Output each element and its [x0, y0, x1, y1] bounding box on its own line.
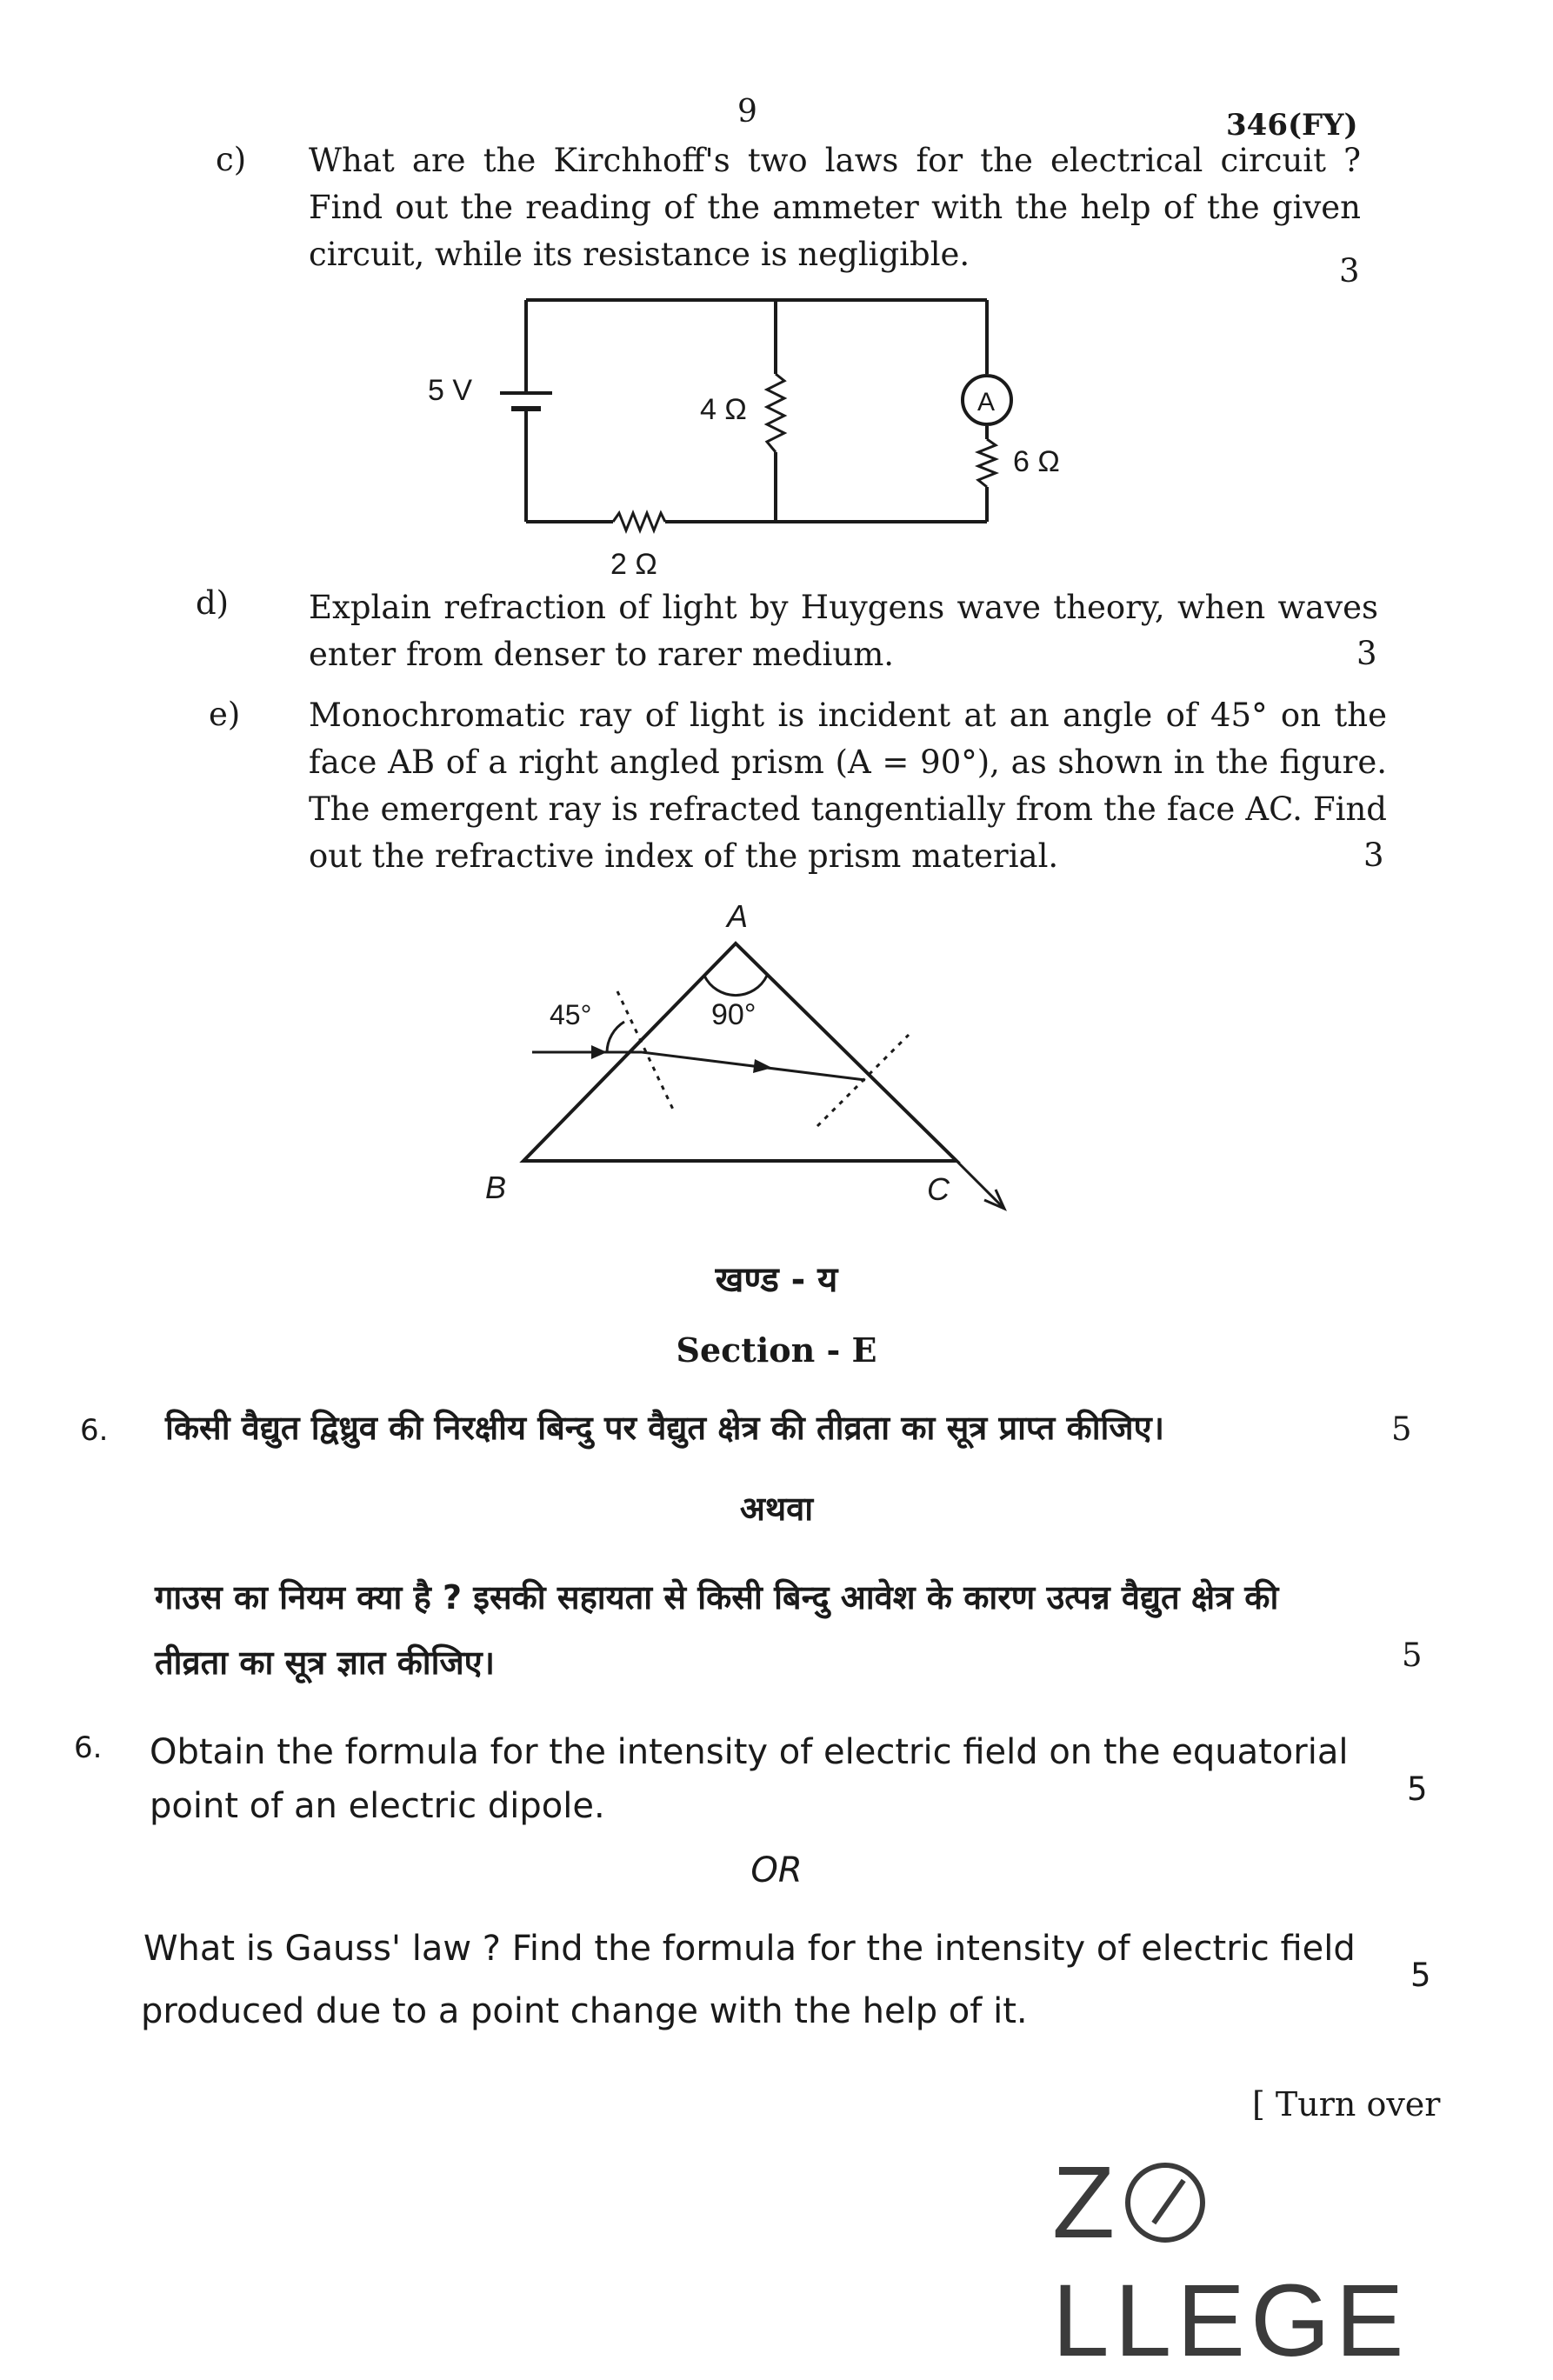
incident-angle-label: 45° — [550, 999, 592, 1030]
resistor-2ohm-label: 2 Ω — [610, 548, 657, 581]
question-6-hindi-number: 6. — [80, 1413, 109, 1448]
question-6-english-alt-line1: What is Gauss' law ? Find the formula for the intensity of electric field — [143, 1929, 1356, 1969]
question-e-marks: 3 — [1363, 837, 1384, 874]
ammeter-label: A — [977, 388, 996, 417]
paper-code: 346(FY) — [1226, 108, 1358, 143]
vertex-c-label: C — [927, 1171, 950, 1207]
question-6-english-alt-marks: 5 — [1410, 1957, 1431, 1994]
question-label-d: d) — [196, 584, 230, 622]
resistor-2ohm — [613, 513, 665, 530]
resistor-6ohm-label: 6 Ω — [1013, 445, 1060, 478]
resistor-4ohm — [767, 374, 784, 452]
question-6-english-line2: point of an electric dipole. — [150, 1786, 605, 1826]
battery-label: 5 V — [428, 374, 473, 407]
question-e-text: Monochromatic ray of light is incident at an angle of 45° on the face AB of a right angled prism (A = 90°), as shown in the figure. The emergent ray is refracted tangentially from the face AC. Find out the refractive index of the prism material. — [309, 697, 1387, 875]
question-6-english-number: 6. — [74, 1730, 103, 1765]
question-6-english-line1: Obtain the formula for the intensity of electric field on the equatorial — [150, 1732, 1349, 1772]
page-number: 9 — [737, 94, 757, 130]
or-label-english: OR — [750, 1850, 803, 1890]
question-6-english-alt-line2: produced due to a point change with the help of it. — [141, 1991, 1028, 2031]
question-label-c: c) — [216, 141, 247, 178]
vertex-a-label: A — [727, 898, 749, 934]
question-c-text: What are the Kirchhoff's two laws for the electrical circuit ? Find out the reading of the ammeter with the help of the given circuit, while its resistance is negligible. — [309, 142, 1361, 273]
circuit-diagram — [417, 287, 1078, 583]
question-6-hindi-marks: 5 — [1391, 1410, 1412, 1448]
prism-diagram — [470, 896, 1078, 1243]
question-d-text: Explain refraction of light by Huygens wave theory, when waves enter from denser to rarer medium. — [309, 589, 1378, 673]
battery-symbol — [500, 393, 552, 435]
apex-angle-label: 90° — [711, 998, 757, 1031]
section-title-english: Section - E — [676, 1330, 877, 1370]
question-6-english-marks: 5 — [1407, 1770, 1428, 1808]
question-6-hindi-alt-marks: 5 — [1402, 1637, 1423, 1674]
turn-over-label: [ Turn over — [1252, 2085, 1441, 2123]
vertex-b-label: B — [485, 1170, 507, 1205]
question-d-marks: 3 — [1356, 635, 1377, 672]
question-6-hindi-alt-line1: गाउस का नियम क्या है ? इसकी सहायता से किसी बिन्दु आवेश के कारण उत्पन्न वैद्युत क्षेत्र की — [155, 1578, 1279, 1617]
resistor-6ohm — [978, 439, 996, 487]
question-label-e: e) — [209, 696, 241, 733]
question-c-marks: 3 — [1339, 252, 1360, 290]
question-6-hindi-alt-line2: तीव्रता का सूत्र ज्ञात कीजिए। — [155, 1643, 496, 1682]
question-6-hindi-text: किसी वैद्युत द्विध्रुव की निरक्षीय बिन्दु पर वैद्युत क्षेत्र की तीव्रता का सूत्र प्राप्त कीजिए। — [165, 1409, 1165, 1447]
zollege-logo: Z LLEGE — [1052, 2145, 1410, 2378]
section-title-hindi: खण्ड - य — [715, 1260, 838, 1300]
or-label-hindi: अथवा — [739, 1490, 814, 1528]
resistor-4ohm-label: 4 Ω — [700, 393, 747, 426]
